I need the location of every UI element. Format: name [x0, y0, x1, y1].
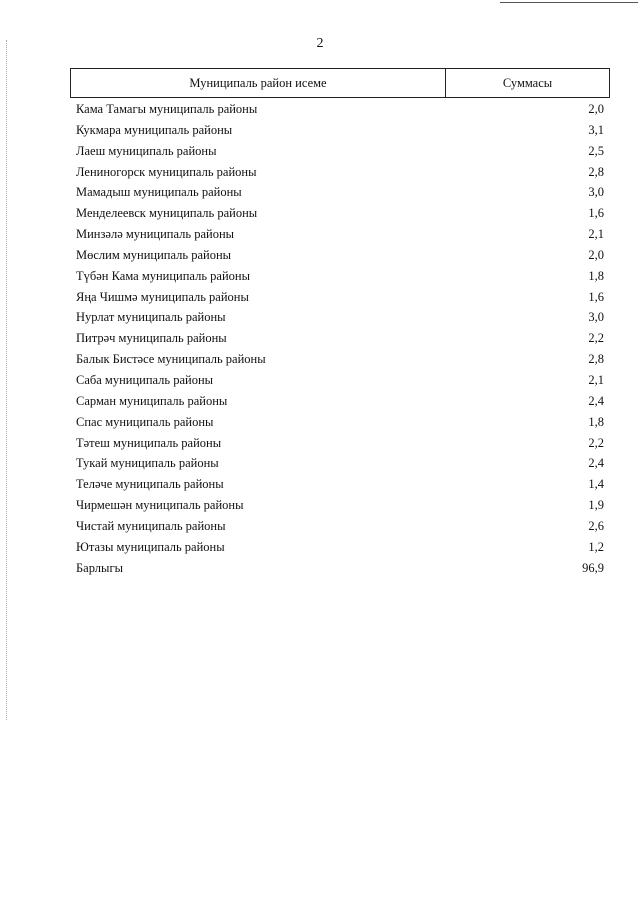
- row-name: Лениногорск муниципаль районы: [76, 164, 257, 179]
- table-row: [70, 474, 610, 495]
- row-name: Саба муниципаль районы: [76, 372, 214, 387]
- row-name: Чистай муниципаль районы: [76, 518, 226, 533]
- row-value: 2,6: [588, 518, 604, 533]
- row-name: Кукмара муниципаль районы: [76, 122, 233, 137]
- row-name: Сарман муниципаль районы: [76, 393, 228, 408]
- page-number: 2: [316, 36, 324, 51]
- table-row: [70, 391, 610, 412]
- table-row: [70, 141, 610, 162]
- row-name: Мамадыш муниципаль районы: [76, 185, 242, 200]
- row-name: Ютазы муниципаль районы: [76, 539, 225, 554]
- table-row: [70, 182, 610, 203]
- table-row: [70, 537, 610, 558]
- district-table: [70, 68, 610, 579]
- row-value: 2,4: [588, 456, 604, 471]
- row-name: Тәтеш муниципаль районы: [76, 435, 222, 450]
- table-row: [70, 328, 610, 349]
- row-value: 2,8: [588, 352, 604, 367]
- table-row: [70, 349, 610, 370]
- row-name: Түбән Кама муниципаль районы: [76, 268, 250, 283]
- table-header: [70, 68, 610, 98]
- total-value: 96,9: [582, 560, 604, 575]
- row-name: Менделеевск муниципаль районы: [76, 206, 258, 221]
- margin-marks: [6, 40, 7, 720]
- row-name: Нурлат муниципаль районы: [76, 310, 226, 325]
- row-value: 2,8: [588, 164, 604, 179]
- table-row: [70, 433, 610, 454]
- header-name: Муниципаль район исеме: [71, 69, 446, 97]
- row-value: 2,2: [588, 435, 604, 450]
- row-value: 2,4: [588, 393, 604, 408]
- row-value: 1,6: [588, 289, 604, 304]
- row-value: 3,0: [588, 310, 604, 325]
- row-name: Минзәлә муниципаль районы: [76, 227, 235, 242]
- row-name: Спас муниципаль районы: [76, 414, 214, 429]
- row-name: Питрәч муниципаль районы: [76, 331, 227, 346]
- row-value: 2,0: [588, 102, 604, 116]
- row-value: 2,2: [588, 331, 604, 346]
- row-value: 1,9: [588, 498, 604, 513]
- total-label: Барлыгы: [76, 560, 123, 575]
- row-name: Балык Бистәсе муниципаль районы: [76, 352, 266, 367]
- row-value: 1,4: [588, 477, 604, 492]
- table-row: [70, 516, 610, 537]
- table-row: [70, 453, 610, 474]
- row-name: Тукай муниципаль районы: [76, 456, 219, 471]
- table-row: [70, 287, 610, 308]
- row-value: 2,1: [588, 227, 604, 242]
- total-row: [70, 558, 610, 579]
- table-row: [70, 245, 610, 266]
- table-row: [70, 412, 610, 433]
- top-rule: [500, 2, 638, 3]
- table-row: [70, 224, 610, 245]
- table-row: [70, 203, 610, 224]
- table-row: [70, 99, 610, 120]
- table-row: [70, 495, 610, 516]
- row-value: 1,8: [588, 268, 604, 283]
- row-name: Яңа Чишмә муниципаль районы: [76, 289, 249, 304]
- table-row: [70, 370, 610, 391]
- row-value: 3,1: [588, 122, 604, 137]
- row-value: 1,6: [588, 206, 604, 221]
- table-row: [70, 120, 610, 141]
- row-value: 2,1: [588, 372, 604, 387]
- table-row: [70, 162, 610, 183]
- row-value: 1,2: [588, 539, 604, 554]
- row-value: 1,8: [588, 414, 604, 429]
- header-amount: Суммасы: [502, 75, 553, 90]
- row-name: Мөслим муниципаль районы: [76, 247, 232, 262]
- table-row: [70, 307, 610, 328]
- row-value: 2,5: [588, 143, 604, 158]
- table-row: [70, 266, 610, 287]
- row-name: Теләче муниципаль районы: [76, 477, 224, 492]
- row-name: Кама Тамагы муниципаль районы: [76, 102, 258, 116]
- table-rows: [70, 99, 610, 558]
- row-value: 2,0: [588, 247, 604, 262]
- row-value: 3,0: [588, 185, 604, 200]
- row-name: Лаеш муниципаль районы: [76, 143, 217, 158]
- row-name: Чирмешән муниципаль районы: [76, 498, 244, 513]
